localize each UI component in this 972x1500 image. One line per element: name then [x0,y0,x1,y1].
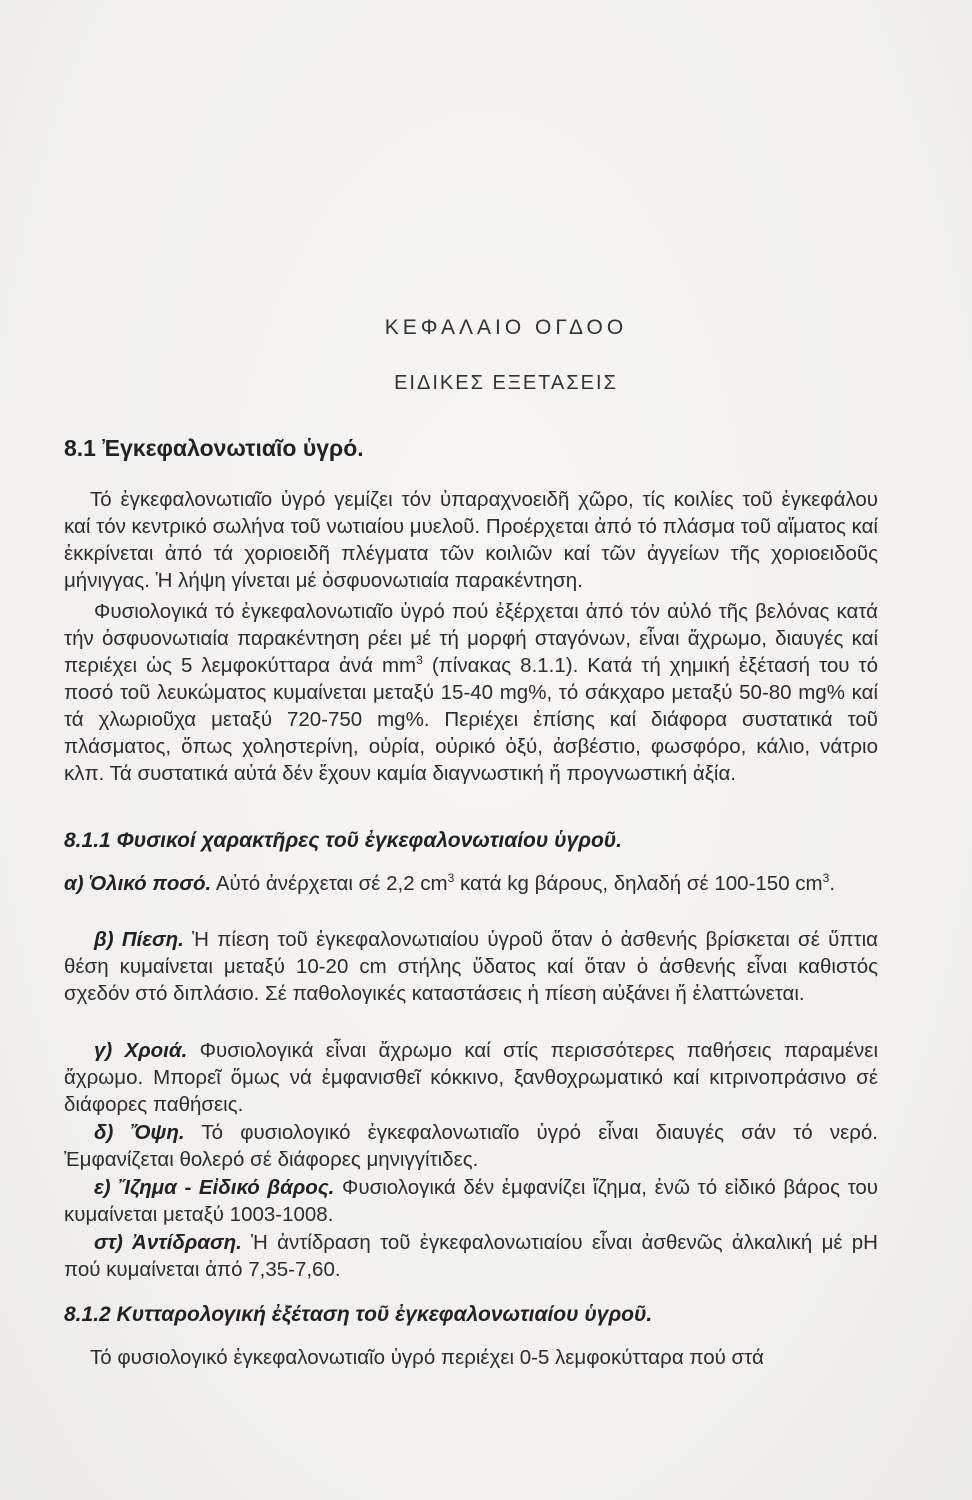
item-label: ε) Ἴζημα - Εἰδικό βάρος. [94,1176,335,1199]
item-reaction [64,1229,878,1283]
item-colour [64,1037,878,1118]
physiology-paragraph [64,598,878,787]
item-text: Ἡ πίεση τοῦ ἐγκεφαλονωτιαίου ὑγροῦ ὅταν ὁ ἀσθενής βρίσκεται σέ ὕπτια θέση κυμαίνεται μεταξύ 10-20 cm στήλης ὕδατος καί ὅταν ὁ ἀσθενής εἶναι καθιστός σχεδόν στό διπλάσιο. Σέ παθολογικές καταστάσεις ἡ πίεση αὐξάνει ἤ ἐλαττώνεται. [64,928,878,1005]
item-text: Ἡ ἀντίδραση τοῦ ἐγκεφαλονωτιαίου εἶναι ἀσθενῶς ἀλκαλική μέ pH πού κυμαίνεται ἀπό 7,35-7,60. [64,1231,878,1281]
item-sup: 3 [447,871,455,886]
cytology-paragraph [64,1344,878,1371]
item-appearance [64,1119,878,1173]
subsection-1-heading: 8.1.1 Φυσικοί χαρακτῆρες τοῦ ἐγκεφαλονωτιαίου ὑγροῦ. [64,829,623,852]
item-label: γ) Χροιά. [94,1039,188,1062]
item-label: δ) Ὄψη. [94,1121,185,1144]
item-text-3: . [829,872,836,895]
intro-text: Τό ἐγκεφαλονωτιαῖο ὑγρό γεμίζει τόν ὑπαραχνοειδῆ χῶρο, τίς κοιλίες τοῦ ἐγκεφάλου καί τόν κεντρικό σωλήνα τοῦ νωτιαίου μυελοῦ. Προέρχεται ἀπό τό πλάσμα τοῦ αἵματος καί ἐκκρίνεται ἀπό τά χοριοειδῆ πλέγματα τῶν κοιλιῶν καί τῶν ἀγγείων τῆς χοριοειδοῦς μήνιγγας. Ἡ λήψη γίνεται μέ ὀσφυονωτιαία παρακέντηση. [64,488,878,592]
item-text: Τό φυσιολογικό ἐγκεφαλονωτιαῖο ὑγρό εἶναι διαυγές σάν τό νερό. Ἐμφανίζεται θολερό σέ διάφορες μηνιγγίτιδες. [64,1121,878,1171]
item-pressure [64,926,878,1007]
item-total-volume [64,870,878,897]
item-label: στ) Ἀντίδραση. [94,1231,242,1254]
item-text: Φυσιολογικά εἶναι ἄχρωμο καί στίς περισσότερες παθήσεις παραμένει ἄχρωμο. Μπορεῖ ὅμως νά ἐμφανισθεῖ κόκκινο, ξανθοχρωματικό καί κιτρινοπράσινο σέ διάφορες παθήσεις. [64,1039,878,1116]
section-heading: 8.1 Ἐγκεφαλονωτιαῖο ὑγρό. [64,435,364,461]
physiology-text-2: (πίνακας 8.1.1). Κατά τή χημική ἐξέτασή του τό ποσό τοῦ λευκώματος κυμαίνεται μεταξύ 15-40 mg%, τό σάκχαρο μεταξύ 50-80 mg% καί τά χλωριοῦχα μεταξύ 720-750 mg%. Περιέχει ἐπίσης καί διάφορα συστατικά τοῦ πλάσματος, ὅπως χοληστερίνη, οὐρία, οὐρικό ὀξύ, ἀσβέστιο, φωσφόρο, κάλιο, νάτριο κλπ. Τά συστατικά αὐτά δέν ἔχουν καμία διαγνωστική ἤ προγνωστική ἀξία. [64,654,878,785]
item-label: β) Πίεση. [94,928,184,951]
item-sediment [64,1174,878,1228]
item-text: Αὐτό ἀνέρχεται σέ 2,2 cm [211,872,448,895]
item-text: Φυσιολογικά δέν ἐμφανίζει ἴζημα, ἐνῶ τό εἰδικό βάρος του κυμαίνεται μεταξύ 1003-1008. [64,1176,878,1226]
subsection-2-heading: 8.1.2 Κυτταρολογική ἐξέταση τοῦ ἐγκεφαλονωτιαίου ὑγροῦ. [64,1303,653,1326]
chapter-number: ΚΕΦΑΛΑΙΟ ΟΓΔΟΟ [384,316,628,339]
item-text-2: κατά kg βάρους, δηλαδή σέ 100-150 cm [454,872,823,895]
physiology-sup: 3 [416,653,423,668]
chapter-title: ΕΙΔΙΚΕΣ ΕΞΕΤΑΣΕΙΣ [394,372,618,394]
item-sup-2: 3 [822,871,830,886]
item-label: α) Ὁλικό ποσό. [64,872,212,895]
physiology-text-1: Φυσιολογικά τό ἐγκεφαλονωτιαῖο ὑγρό πού ἐξέρχεται ἀπό τόν αὐλό τῆς βελόνας κατά τήν ὀσφυονωτιαία παρακέντηση ρέει μέ τή μορφή σταγόνων, εἶναι ἄχρωμο, διαυγές καί περιέχει ὡς 5 λεμφοκύτταρα ἀνά mm [64,600,878,677]
intro-paragraph [64,486,878,594]
cytology-text: Τό φυσιολογικό ἐγκεφαλονωτιαῖο ὑγρό περιέχει 0-5 λεμφοκύτταρα πού στά [90,1346,764,1369]
